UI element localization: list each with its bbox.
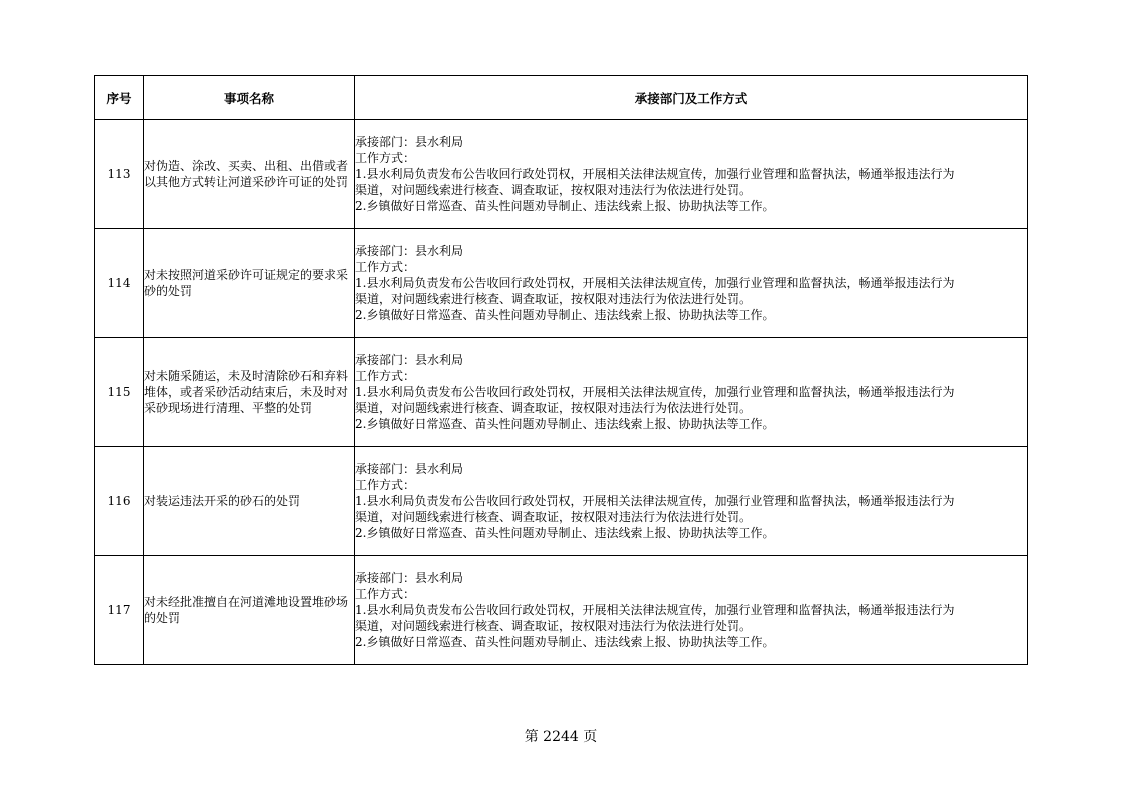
method-item-2: 2.乡镇做好日常巡查、苗头性问题劝导制止、违法线索上报、协助执法等工作。 <box>355 308 775 322</box>
method-item-1-cont: 渠道，对问题线索进行核查、调查取证，按权限对违法行为依法进行处罚。 <box>355 183 752 197</box>
row-matter-name: 对未按照河道采砂许可证规定的要求采砂的处罚 <box>144 229 355 338</box>
department-line: 承接部门：县水利局 <box>355 462 464 476</box>
method-item-2: 2.乡镇做好日常巡查、苗头性问题劝导制止、违法线索上报、协助执法等工作。 <box>355 199 775 213</box>
department-line: 承接部门：县水利局 <box>355 135 464 149</box>
method-item-1: 1.县水利局负责发布公告收回行政处罚权，开展相关法律法规宣传，加强行业管理和监督执法，畅通举报违法行为 <box>355 494 955 508</box>
row-matter-name: 对未随采随运，未及时清除砂石和弃料堆体，或者采砂活动结束后，未及时对采砂现场进行清理、平整的处罚 <box>144 338 355 447</box>
method-item-1-cont: 渠道，对问题线索进行核查、调查取证，按权限对违法行为依法进行处罚。 <box>355 619 752 633</box>
method-item-2: 2.乡镇做好日常巡查、苗头性问题劝导制止、违法线索上报、协助执法等工作。 <box>355 526 775 540</box>
row-number: 117 <box>95 556 144 665</box>
table-row <box>95 120 1028 229</box>
method-item-2: 2.乡镇做好日常巡查、苗头性问题劝导制止、违法线索上报、协助执法等工作。 <box>355 635 775 649</box>
row-department-method <box>355 120 1028 229</box>
row-number: 113 <box>95 120 144 229</box>
table-header-row <box>95 76 1028 120</box>
method-item-1-cont: 渠道，对问题线索进行核查、调查取证，按权限对违法行为依法进行处罚。 <box>355 292 752 306</box>
table-row <box>95 229 1028 338</box>
table-row <box>95 338 1028 447</box>
table-row <box>95 556 1028 665</box>
row-department-method <box>355 338 1028 447</box>
row-matter-name: 对未经批准擅自在河道滩地设置堆砂场的处罚 <box>144 556 355 665</box>
method-label: 工作方式： <box>355 478 416 492</box>
row-number: 116 <box>95 447 144 556</box>
row-number: 114 <box>95 229 144 338</box>
table-row <box>95 447 1028 556</box>
method-item-1-cont: 渠道，对问题线索进行核查、调查取证，按权限对违法行为依法进行处罚。 <box>355 401 752 415</box>
row-department-method <box>355 229 1028 338</box>
row-number: 115 <box>95 338 144 447</box>
row-matter-name: 对伪造、涂改、买卖、出租、出借或者以其他方式转让河道采砂许可证的处罚 <box>144 120 355 229</box>
method-item-1: 1.县水利局负责发布公告收回行政处罚权，开展相关法律法规宣传，加强行业管理和监督执法，畅通举报违法行为 <box>355 385 955 399</box>
header-department-method: 承接部门及工作方式 <box>355 76 1028 120</box>
method-item-1: 1.县水利局负责发布公告收回行政处罚权，开展相关法律法规宣传，加强行业管理和监督执法，畅通举报违法行为 <box>355 167 955 181</box>
row-department-method <box>355 556 1028 665</box>
method-item-2: 2.乡镇做好日常巡查、苗头性问题劝导制止、违法线索上报、协助执法等工作。 <box>355 417 775 431</box>
department-line: 承接部门：县水利局 <box>355 571 464 585</box>
method-label: 工作方式： <box>355 260 416 274</box>
header-serial-number: 序号 <box>95 76 144 120</box>
method-item-1: 1.县水利局负责发布公告收回行政处罚权，开展相关法律法规宣传，加强行业管理和监督执法，畅通举报违法行为 <box>355 276 955 290</box>
method-item-1-cont: 渠道，对问题线索进行核查、调查取证，按权限对违法行为依法进行处罚。 <box>355 510 752 524</box>
header-matter-name: 事项名称 <box>144 76 355 120</box>
method-label: 工作方式： <box>355 151 416 165</box>
matters-table <box>94 75 1028 665</box>
department-line: 承接部门：县水利局 <box>355 244 464 258</box>
row-matter-name: 对装运违法开采的砂石的处罚 <box>144 447 355 556</box>
method-label: 工作方式： <box>355 587 416 601</box>
page-number: 第 2244 页 <box>524 729 598 745</box>
method-label: 工作方式： <box>355 369 416 383</box>
method-item-1: 1.县水利局负责发布公告收回行政处罚权，开展相关法律法规宣传，加强行业管理和监督执法，畅通举报违法行为 <box>355 603 955 617</box>
row-department-method <box>355 447 1028 556</box>
department-line: 承接部门：县水利局 <box>355 353 464 367</box>
